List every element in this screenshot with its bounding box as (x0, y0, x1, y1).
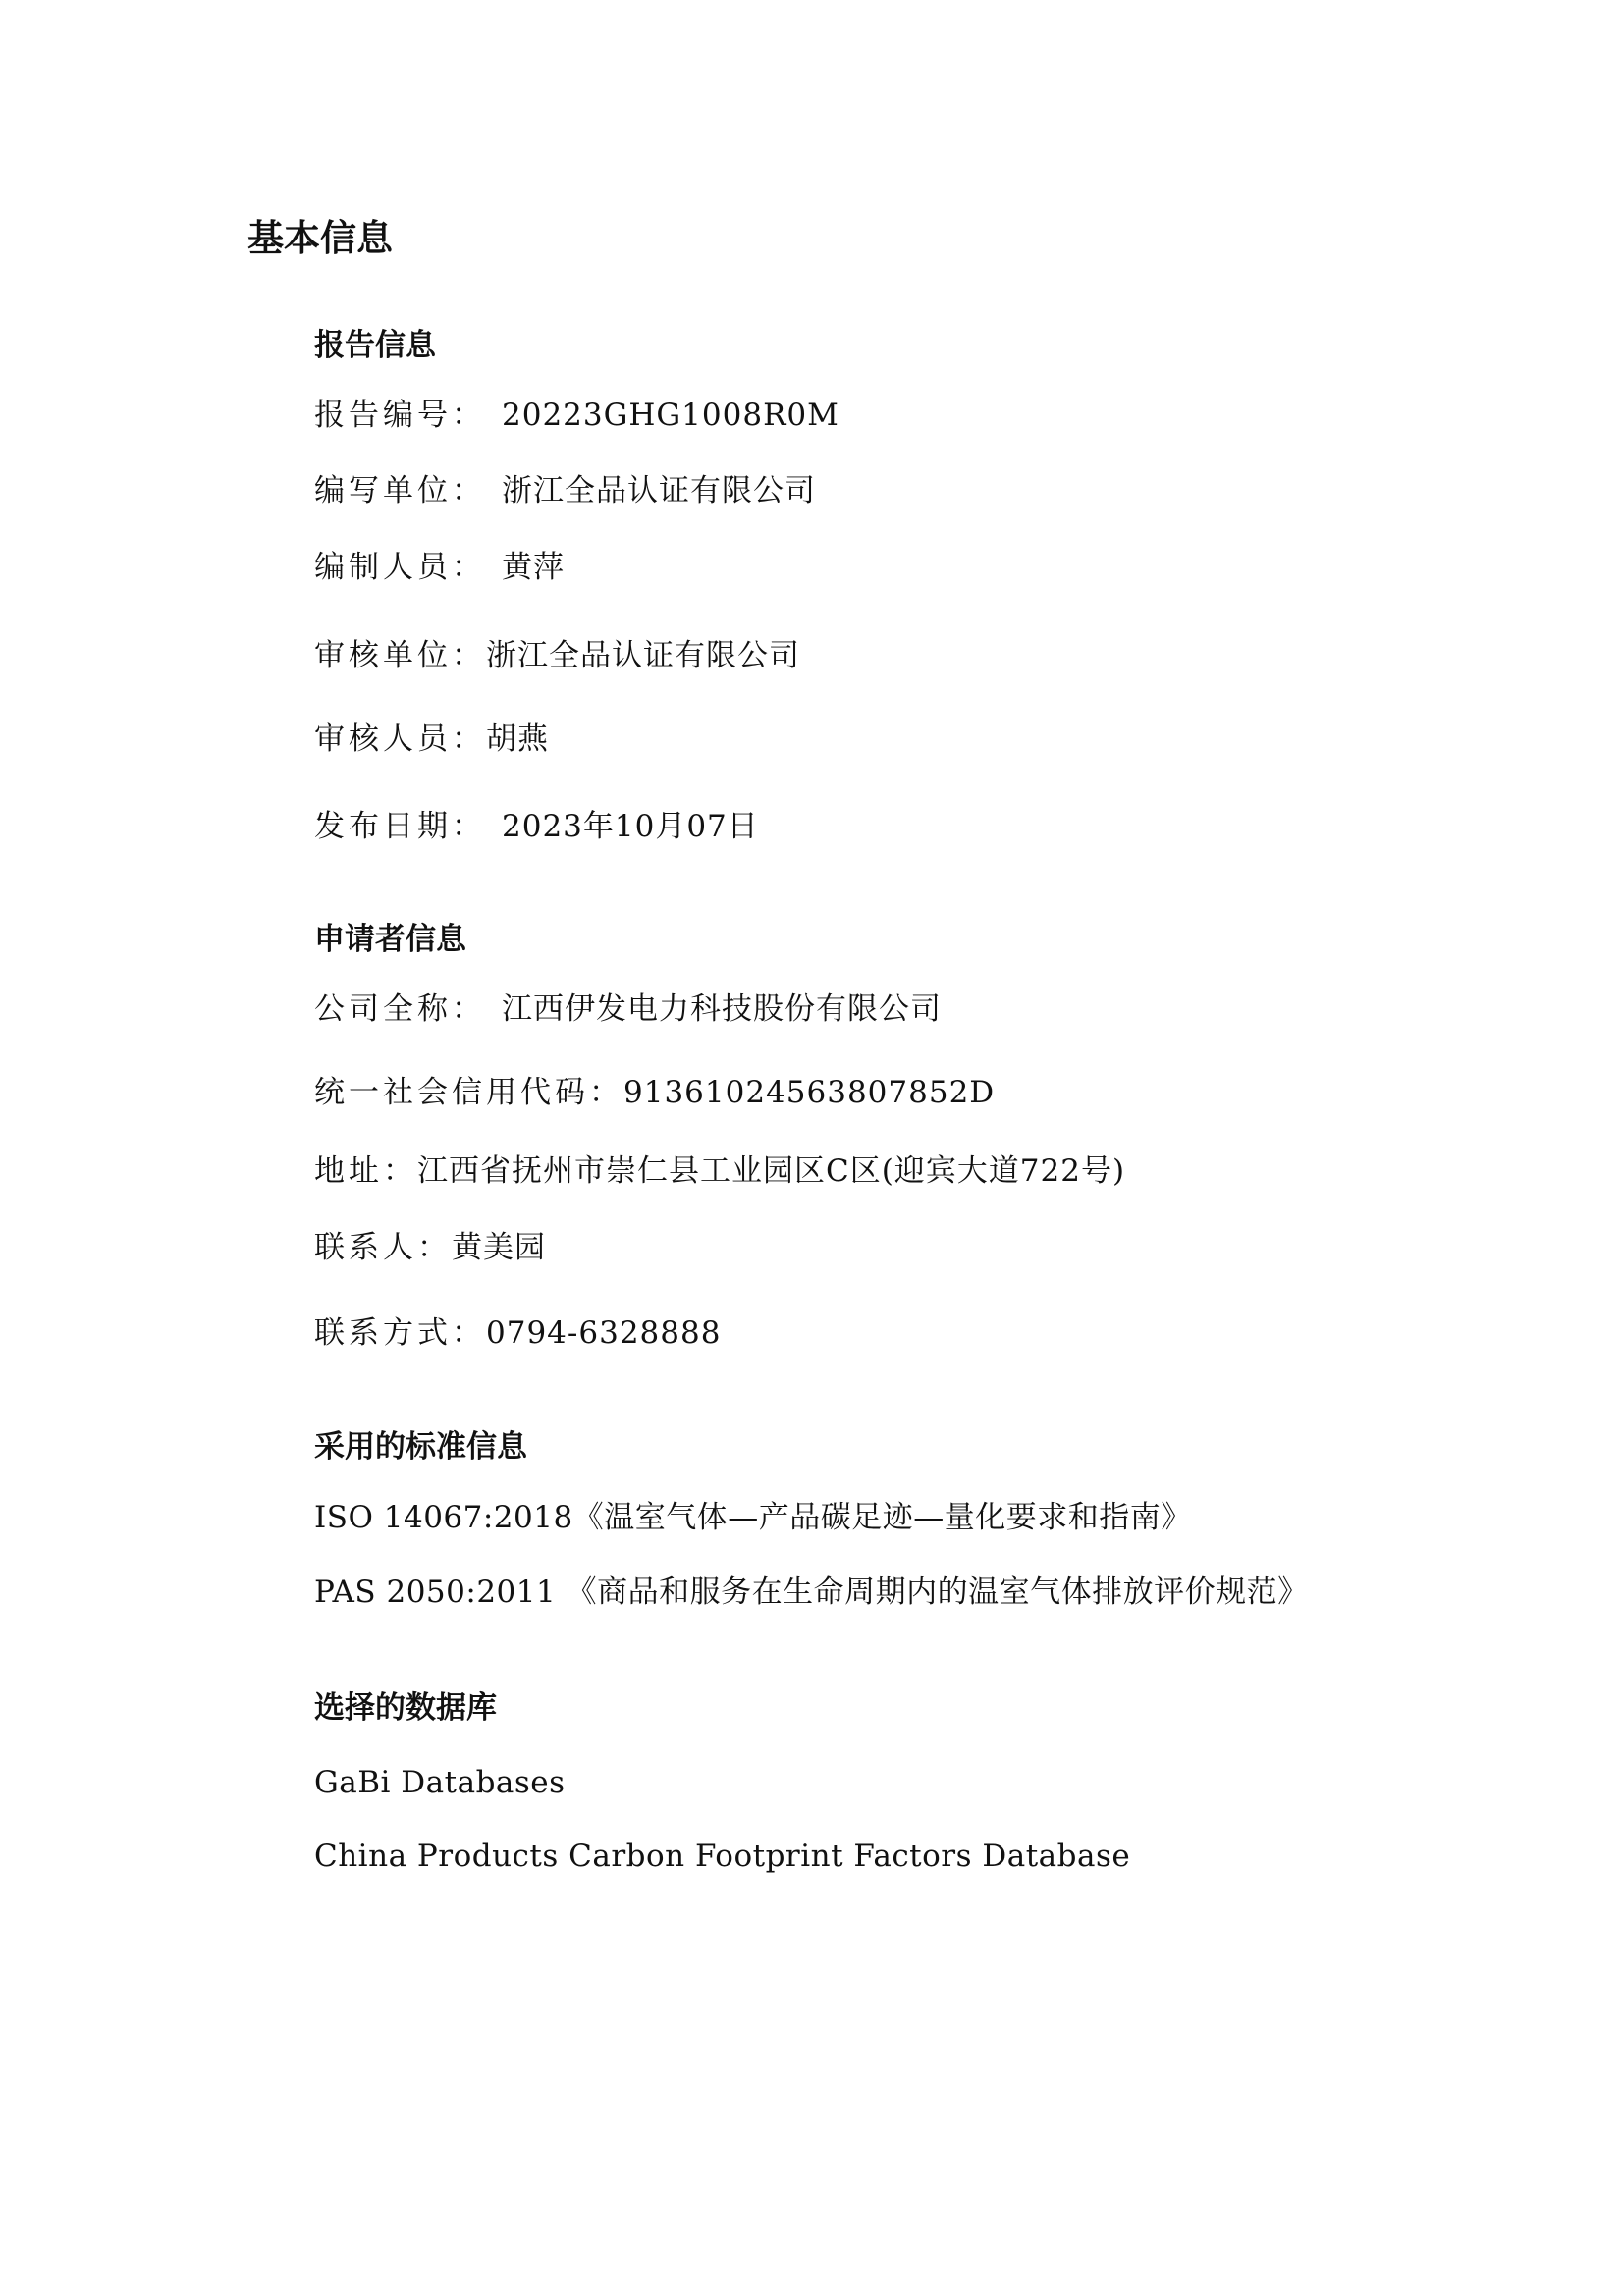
report-number-value: 20223GHG1008R0M (502, 398, 839, 433)
company-name-row (314, 988, 942, 1031)
contact-person-label: 联系人： (314, 1230, 452, 1265)
database-item: GaBi Databases (314, 1765, 566, 1800)
credit-code-value: 91361024563807852D (623, 1075, 996, 1110)
address-value: 江西省抚州市崇仁县工业园区C区(迎宾大道722号) (417, 1153, 1126, 1189)
compiler-person-row (314, 546, 565, 589)
credit-code-label: 统一社会信用代码： (314, 1075, 623, 1110)
compiler-org-label: 编写单位： (314, 473, 486, 508)
contact-person-row (314, 1226, 546, 1269)
contact-phone-label: 联系方式： (314, 1315, 486, 1351)
applicant-info-heading: 申请者信息 (314, 922, 466, 957)
standards-heading: 采用的标准信息 (314, 1429, 527, 1465)
database-item: China Products Carbon Footprint Factors Database (314, 1839, 1131, 1874)
reviewer-person-row (314, 718, 549, 761)
reviewer-org-row (314, 634, 800, 677)
compiler-org-value: 浙江全品认证有限公司 (502, 473, 816, 508)
report-number-row (314, 394, 839, 437)
publish-date-label: 发布日期： (314, 809, 486, 844)
report-number-label: 报告编号： (314, 398, 486, 433)
credit-code-row (314, 1071, 995, 1114)
reviewer-org-value: 浙江全品认证有限公司 (486, 638, 800, 673)
contact-person-value: 黄美园 (452, 1230, 546, 1265)
publish-date-value: 2023年10月07日 (502, 809, 759, 844)
address-label: 地址： (314, 1153, 417, 1189)
page-title: 基本信息 (247, 217, 393, 259)
reviewer-person-label: 审核人员： (314, 721, 486, 757)
compiler-person-label: 编制人员： (314, 550, 486, 585)
compiler-org-row (314, 469, 816, 512)
publish-date-row (314, 805, 759, 848)
reviewer-org-label: 审核单位： (314, 638, 486, 673)
address-row (314, 1149, 1125, 1193)
company-name-value: 江西伊发电力科技股份有限公司 (502, 991, 942, 1027)
report-info-heading: 报告信息 (314, 328, 436, 363)
company-name-label: 公司全称： (314, 991, 486, 1027)
contact-phone-row (314, 1311, 721, 1355)
contact-phone-value: 0794-6328888 (486, 1315, 722, 1351)
reviewer-person-value: 胡燕 (486, 721, 549, 757)
compiler-person-value: 黄萍 (502, 550, 565, 585)
standard-item: PAS 2050:2011 《商品和服务在生命周期内的温室气体排放评价规范》 (314, 1575, 1309, 1610)
standard-item: ISO 14067:2018《温室气体—产品碳足迹—量化要求和指南》 (314, 1500, 1192, 1535)
databases-heading: 选择的数据库 (314, 1690, 497, 1726)
